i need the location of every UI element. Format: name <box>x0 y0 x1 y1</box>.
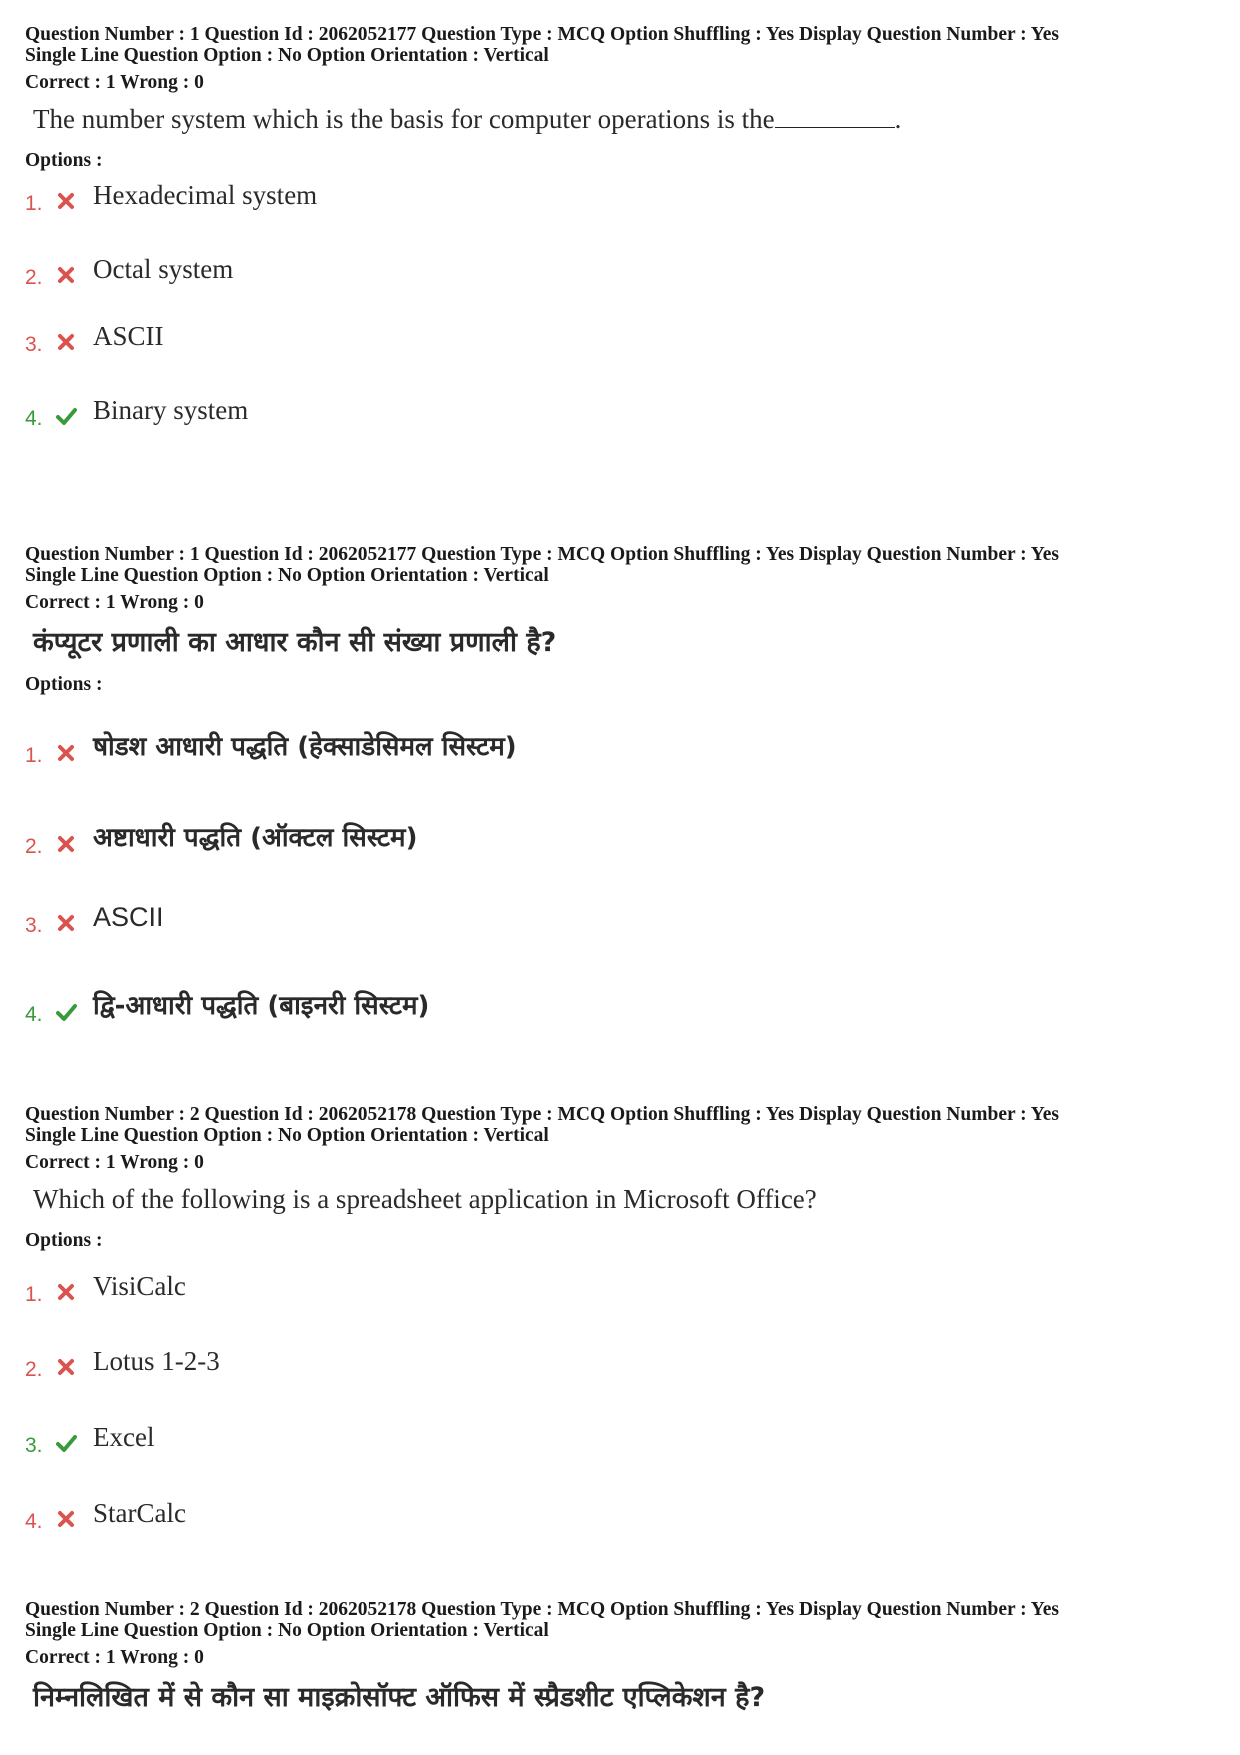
correct-wrong-marks: Correct : 1 Wrong : 0 <box>25 592 204 613</box>
option-number: 4. <box>25 1510 43 1533</box>
option-text: Lotus 1-2-3 <box>93 1346 220 1376</box>
option-item <box>25 254 1125 294</box>
option-item <box>25 991 1125 1031</box>
cross-icon <box>55 1508 77 1530</box>
question-text: निम्नलिखित में से कौन सा माइक्रोसॉफ्ट ऑफिस में स्प्रैडशीट एप्लिकेशन है? <box>33 1682 766 1713</box>
option-number: 1. <box>25 1283 43 1306</box>
option-number: 3. <box>25 1434 43 1457</box>
option-number: 4. <box>25 1003 43 1026</box>
question-meta-line-1: Question Number : 1 Question Id : 2062052177 Question Type : MCQ Option Shuffling : Yes Display Question Number : Yes <box>25 544 1059 565</box>
option-number: 3. <box>25 333 43 356</box>
option-text: StarCalc <box>93 1498 186 1528</box>
option-item <box>25 395 1125 435</box>
question-meta-line-2: Single Line Question Option : No Option Orientation : Vertical <box>25 1125 549 1146</box>
correct-wrong-marks: Correct : 1 Wrong : 0 <box>25 1647 204 1668</box>
option-text: द्वि-आधारी पद्धति (बाइनरी सिस्टम) <box>93 991 430 1021</box>
question-meta-line-1: Question Number : 2 Question Id : 2062052178 Question Type : MCQ Option Shuffling : Yes Display Question Number : Yes <box>25 1599 1059 1620</box>
cross-icon <box>55 264 77 286</box>
question-text <box>33 102 1215 136</box>
question-text-main: The number system which is the basis for computer operations is the <box>33 104 775 134</box>
option-text: Excel <box>93 1422 155 1452</box>
cross-icon <box>55 1281 77 1303</box>
question-meta-line-2: Single Line Question Option : No Option Orientation : Vertical <box>25 45 549 66</box>
option-text: अष्टाधारी पद्धति (ऑक्टल सिस्टम) <box>93 823 418 853</box>
option-number: 1. <box>25 744 43 767</box>
option-text: VisiCalc <box>93 1271 186 1301</box>
check-icon <box>55 1432 77 1454</box>
question-block-4 <box>25 1599 1215 1715</box>
option-number: 1. <box>25 192 43 215</box>
fill-in-blank <box>775 105 895 128</box>
cross-icon <box>55 331 77 353</box>
option-item <box>25 321 1125 361</box>
option-item <box>25 1271 1125 1311</box>
cross-icon <box>55 912 77 934</box>
option-item <box>25 823 1125 863</box>
options-label: Options : <box>25 1230 103 1251</box>
option-number: 2. <box>25 835 43 858</box>
option-text: ASCII <box>93 321 164 351</box>
option-item <box>25 902 1125 942</box>
question-text: Which of the following is a spreadsheet application in Microsoft Office? <box>33 1184 817 1214</box>
question-meta-line-1: Question Number : 2 Question Id : 2062052178 Question Type : MCQ Option Shuffling : Yes Display Question Number : Yes <box>25 1104 1059 1125</box>
option-text: Octal system <box>93 254 234 284</box>
option-text: षोडश आधारी पद्धति (हेक्साडेसिमल सिस्टम) <box>93 732 517 762</box>
check-icon <box>55 1001 77 1023</box>
check-icon <box>55 405 77 427</box>
correct-wrong-marks: Correct : 1 Wrong : 0 <box>25 72 204 93</box>
question-text-suffix: . <box>894 104 902 134</box>
option-number: 3. <box>25 914 43 937</box>
option-item <box>25 180 1125 220</box>
option-item <box>25 1498 1125 1538</box>
cross-icon <box>55 1356 77 1378</box>
correct-wrong-marks: Correct : 1 Wrong : 0 <box>25 1152 204 1173</box>
question-block-2 <box>25 544 1215 696</box>
option-item <box>25 1422 1125 1462</box>
question-text: कंप्यूटर प्रणाली का आधार कौन सी संख्या प्रणाली है? <box>33 627 557 658</box>
option-number: 2. <box>25 1358 43 1381</box>
option-item <box>25 732 1125 772</box>
options-label: Options : <box>25 150 103 171</box>
question-meta-line-2: Single Line Question Option : No Option Orientation : Vertical <box>25 1620 549 1641</box>
option-text: ASCII <box>93 902 164 932</box>
option-text: Binary system <box>93 395 249 425</box>
option-item <box>25 1346 1125 1386</box>
question-meta-line-1: Question Number : 1 Question Id : 2062052177 Question Type : MCQ Option Shuffling : Yes Display Question Number : Yes <box>25 24 1059 45</box>
option-text: Hexadecimal system <box>93 180 318 210</box>
option-number: 2. <box>25 266 43 289</box>
question-block-3 <box>25 1104 1215 1252</box>
cross-icon <box>55 190 77 212</box>
question-meta-line-2: Single Line Question Option : No Option Orientation : Vertical <box>25 565 549 586</box>
question-block-1 <box>25 24 1215 172</box>
options-label: Options : <box>25 674 103 695</box>
option-number: 4. <box>25 407 43 430</box>
cross-icon <box>55 742 77 764</box>
cross-icon <box>55 833 77 855</box>
